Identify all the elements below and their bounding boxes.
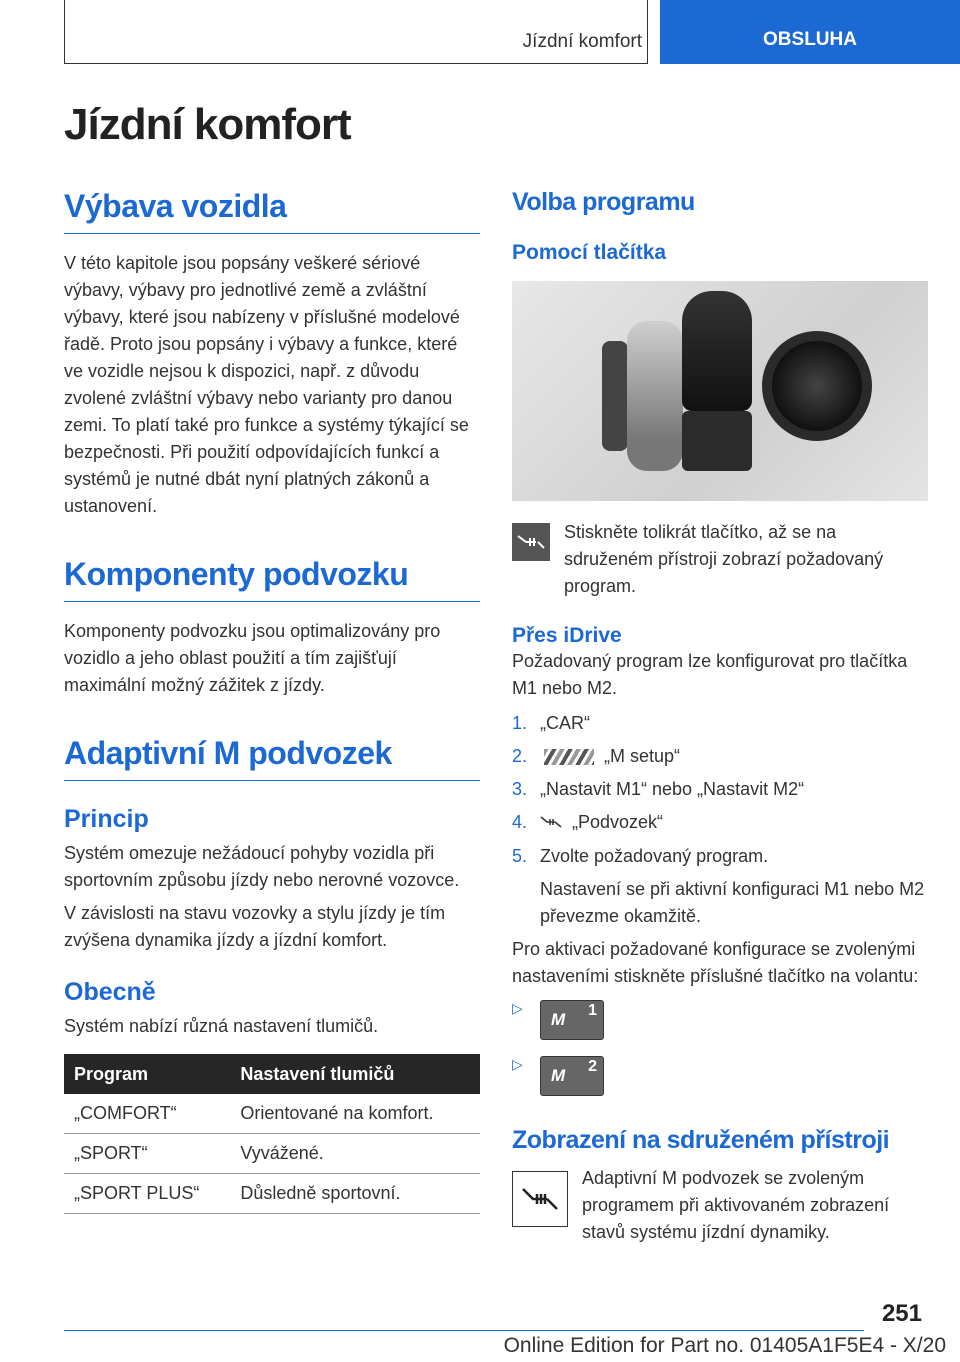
m-label: M — [551, 1009, 566, 1029]
gear-selector — [682, 291, 752, 411]
triangle-bullet-icon: ▷ — [512, 999, 523, 1016]
table-cell: „SPORT“ — [64, 1134, 230, 1174]
note-display-text: Adaptivní M podvozek se zvoleným programem při aktivovaném zobrazení stavů systému jízdní dynamiky. — [582, 1167, 890, 1242]
list-item — [512, 743, 928, 770]
m-logo-icon — [544, 749, 594, 765]
text-aktivace: Pro aktivaci požadované konfigurace se zvolenými nastaveními stiskněte příslušné tlačítko na volantu: — [512, 938, 919, 986]
list-item — [512, 809, 928, 837]
list-item — [512, 876, 928, 930]
table-cell: Vyvážené. — [230, 1134, 480, 1174]
m1-button-icon — [540, 1000, 604, 1040]
table-header-nastaveni: Nastavení tlumičů — [230, 1054, 480, 1094]
step-number: 4. — [512, 812, 528, 832]
text-obecne: Systém nabízí různá nastavení tlumičů. — [64, 1016, 379, 1036]
footer-rule — [64, 1330, 864, 1331]
table-header-row — [64, 1054, 480, 1094]
left-column — [64, 188, 480, 1214]
page-number: 251 — [881, 1300, 922, 1327]
center-console-photo — [512, 281, 928, 501]
table-cell: „COMFORT“ — [64, 1094, 230, 1134]
idrive-controller — [762, 331, 872, 441]
table-cell: „SPORT PLUS“ — [64, 1174, 230, 1214]
step-text: Zvolte požadovaný program. — [540, 845, 769, 866]
damper-settings-table — [64, 1054, 480, 1214]
step-text: „Nastavit M1“ nebo „Nastavit M2“ — [540, 779, 805, 799]
header-section-title: Jízdní komfort — [522, 31, 642, 52]
drive-mode-panel — [602, 341, 628, 451]
step-number: 3. — [512, 779, 528, 799]
table-cell: Orientované na komfort. — [230, 1094, 480, 1134]
m2-item — [512, 1056, 928, 1096]
text-princip-1: Systém omezuje nežádoucí pohyby vozidla při sportovním způsobu jízdy nebo nerovné vozovce. — [64, 843, 460, 890]
step-text: „M setup“ — [604, 746, 681, 766]
step-number: 5. — [512, 845, 528, 866]
table-cell: Důsledně sportovní. — [230, 1174, 480, 1214]
heading-princip: Princip — [64, 805, 149, 833]
text-vybava: V této kapitole jsou popsány veškeré sériové výbavy, výbavy pro jednotlivé země a zvláštní výbavy, které jsou nabízeny v příslušné modelové řadě. Proto jsou popsány i výbavy a funkce, které ve vozidle nejsou k dispozici, např. z důvodu zvolené zvláštní výbavy nebo varianty pro danou zemi. To platí také pro funkce a systémy týkající se bezpečnosti. Při použití odpovídajících funkcí a systémů je nutné dbát nyní platných zákonů a ustanovení. — [64, 253, 469, 516]
heading-zobrazeni: Zobrazení na sdruženém přístroji — [512, 1125, 890, 1154]
heading-tlacitka: Pomocí tlačítka — [512, 241, 667, 264]
damper-icon — [512, 1171, 568, 1227]
note-display — [512, 1165, 928, 1246]
heading-obecne: Obecně — [64, 978, 156, 1006]
m1-item — [512, 1000, 928, 1040]
right-column — [512, 188, 928, 1246]
parking-brake-block — [682, 411, 752, 471]
heading-volba: Volba programu — [512, 188, 695, 216]
note-button — [512, 519, 928, 600]
heading-idrive: Přes iDrive — [512, 624, 622, 647]
step-number: 2. — [512, 746, 528, 766]
table-row — [64, 1174, 480, 1214]
steps-list — [512, 710, 928, 930]
table-row — [64, 1094, 480, 1134]
console-trim — [627, 321, 683, 471]
table-row — [64, 1134, 480, 1174]
list-item — [512, 843, 928, 870]
step-text: „CAR“ — [540, 713, 590, 733]
step-sub-text: Nastavení se při aktivní konfiguraci M1 nebo M2 převezme okamžitě. — [540, 878, 925, 926]
text-komponenty: Komponenty podvozku jsou optimalizovány pro vozidlo a jeho oblast použití a tím zajišťují maximální možný zážitek z jízdy. — [64, 621, 441, 695]
page-title: Jízdní komfort — [64, 100, 351, 149]
table-header-program: Program — [64, 1054, 230, 1094]
m-number: 2 — [588, 1057, 597, 1075]
step-number: 1. — [512, 713, 528, 733]
list-item — [512, 776, 928, 803]
heading-komponenty: Komponenty podvozku — [64, 556, 480, 602]
edition-text: Online Edition for Part no. 01405A1F5E4 - X/20 — [503, 1334, 946, 1357]
m-number: 1 — [588, 1001, 597, 1019]
step-text: „Podvozek“ — [572, 812, 664, 832]
m2-button-icon — [540, 1056, 604, 1096]
m-label: M — [551, 1065, 566, 1085]
heading-adaptivni: Adaptivní M podvozek — [64, 735, 480, 781]
note-button-text: Stiskněte tolikrát tlačítko, až se na sdruženém přístroji zobrazí požadovaný program. — [564, 522, 884, 596]
list-item — [512, 710, 928, 737]
heading-vybava: Výbava vozidla — [64, 188, 480, 234]
damper-icon — [540, 810, 564, 837]
damper-icon — [512, 523, 550, 561]
text-princip-2: V závislosti na stavu vozovky a stylu jízdy je tím zvýšena dynamika jízdy a jízdní komfort. — [64, 903, 446, 950]
text-idrive: Požadovaný program lze konfigurovat pro tlačítka M1 nebo M2. — [512, 651, 908, 698]
header-chapter-tab: OBSLUHA — [660, 0, 960, 64]
triangle-bullet-icon: ▷ — [512, 1055, 523, 1072]
